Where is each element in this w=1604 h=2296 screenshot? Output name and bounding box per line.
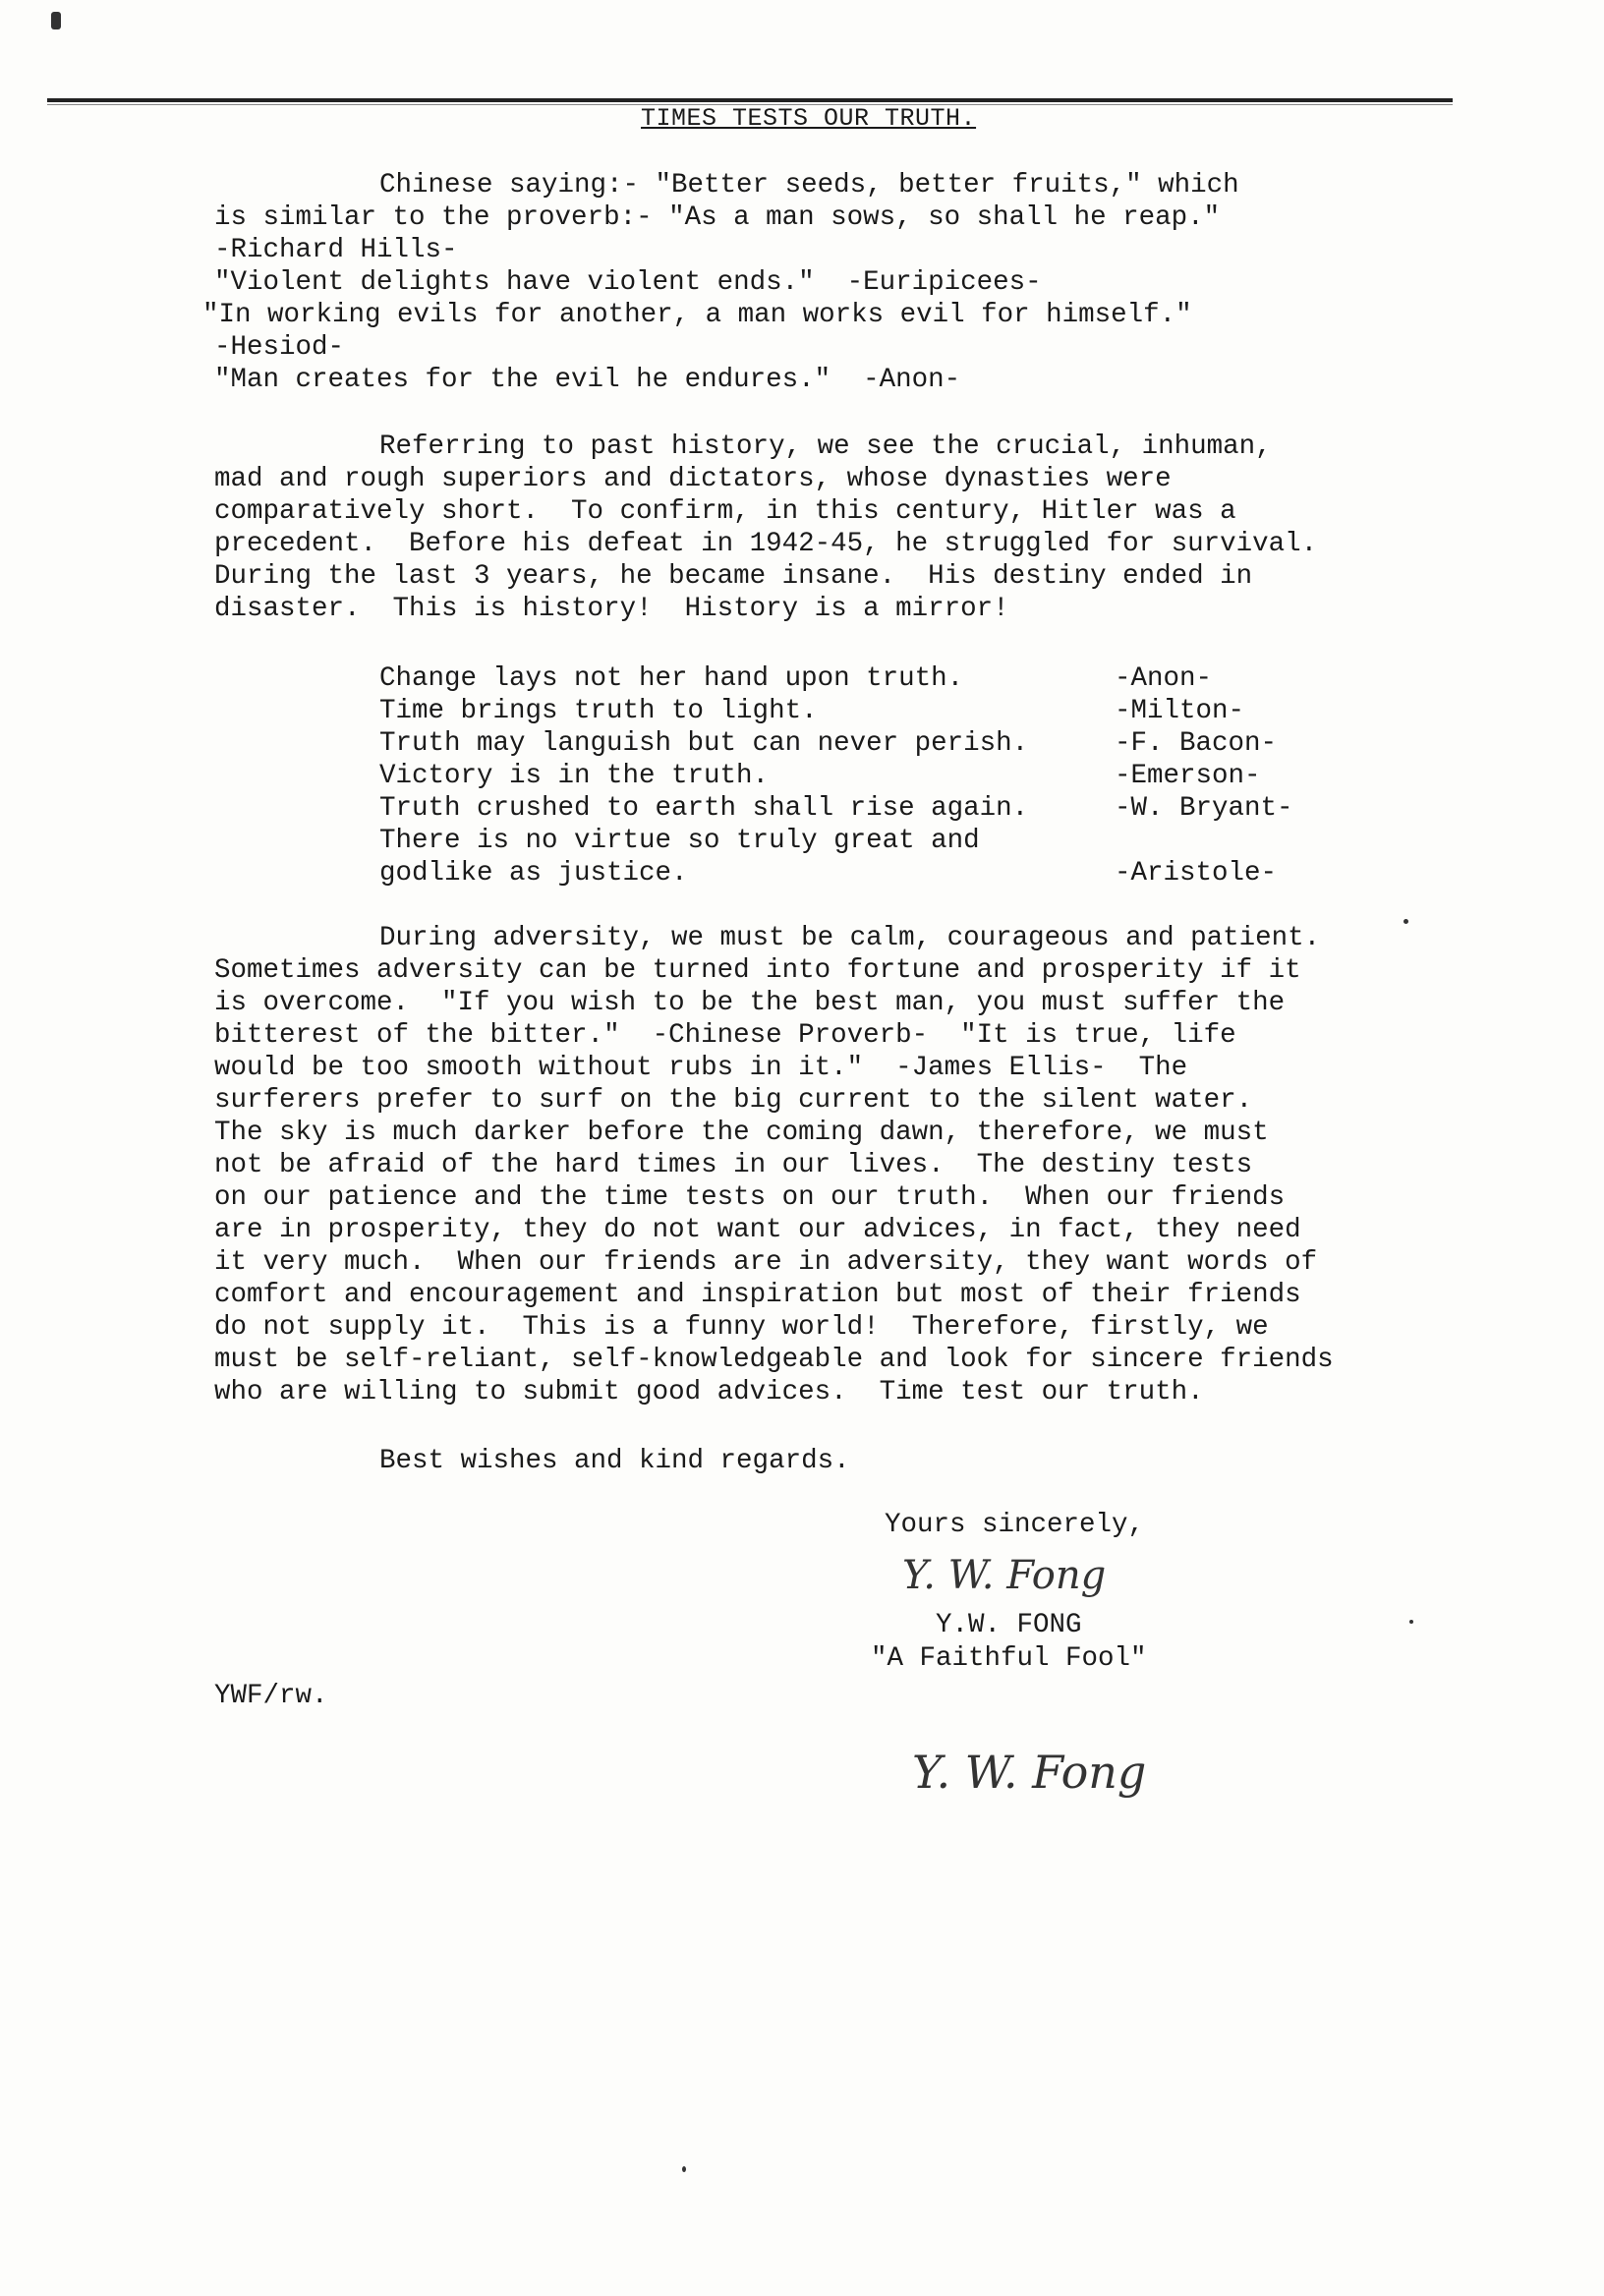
opening-line: "In working evils for another, a man works evil for himself." [202,300,1192,330]
quote-text: godlike as justice. [379,858,688,889]
quote-author: -Emerson- [1115,761,1261,791]
quote-text: Time brings truth to light. [379,696,818,726]
history-line: During the last 3 years, he became insane. His destiny ended in [214,561,1253,592]
adversity-line: The sky is much darker before the coming dawn, therefore, we must [214,1118,1269,1148]
adversity-line: surferers prefer to surf on the big current to the silent water. [214,1085,1253,1116]
adversity-line: on our patience and the time tests on our truth. When our friends [214,1182,1286,1213]
top-rule [47,98,1453,102]
adversity-line: would be too smooth without rubs in it." -James Ellis- The [214,1053,1188,1083]
quote-author: -Aristole- [1115,858,1278,889]
handwritten-signature: Y. W. Fong [902,1553,1107,1598]
closing-line: Best wishes and kind regards. [379,1446,850,1476]
opening-line: "Man creates for the evil he endures." -Anon- [214,365,961,395]
quote-text: Change lays not her hand upon truth. [379,663,964,694]
scan-speck [1404,919,1408,924]
scan-mark [51,12,61,29]
adversity-line: it very much. When our friends are in adversity, they want words of [214,1247,1318,1278]
second-handwritten-signature: Y. W. Fong [912,1746,1147,1799]
history-line: precedent. Before his defeat in 1942-45, he struggled for survival. [214,529,1318,559]
scan-speck [682,2166,686,2172]
opening-line: -Hesiod- [214,332,345,363]
signer-title: "A Faithful Fool" [871,1643,1147,1674]
quote-author: -Anon- [1115,663,1213,694]
history-line: Referring to past history, we see the crucial, inhuman, [379,431,1272,462]
adversity-line: Sometimes adversity can be turned into fortune and prosperity if it [214,955,1301,986]
adversity-line: must be self-reliant, self-knowledgeable and look for sincere friends [214,1345,1334,1375]
opening-line: -Richard Hills- [214,235,458,265]
quote-text: Truth may languish but can never perish. [379,728,1029,759]
quote-author: -Milton- [1115,696,1245,726]
adversity-line: who are willing to submit good advices. Time test our truth. [214,1377,1204,1407]
quote-text: Victory is in the truth. [379,761,770,791]
quote-text: Truth crushed to earth shall rise again. [379,793,1029,824]
adversity-line: is overcome. "If you wish to be the best man, you must suffer the [214,988,1286,1018]
scan-speck [1409,1620,1413,1624]
history-line: disaster. This is history! History is a mirror! [214,594,1009,624]
opening-line: is similar to the proverb:- "As a man sows, so shall he reap." [214,202,1221,233]
opening-line: Chinese saying:- "Better seeds, better fruits," which [379,170,1239,201]
adversity-line: bitterest of the bitter." -Chinese Proverb- "It is true, life [214,1020,1236,1051]
opening-line: "Violent delights have violent ends." -Euripicees- [214,267,1042,298]
quote-author: -F. Bacon- [1115,728,1278,759]
history-line: mad and rough superiors and dictators, whose dynasties were [214,464,1172,494]
adversity-line: do not supply it. This is a funny world! Therefore, firstly, we [214,1312,1269,1343]
history-line: comparatively short. To confirm, in this century, Hitler was a [214,496,1236,527]
adversity-line: comfort and encouragement and inspiration but most of their friends [214,1280,1301,1310]
adversity-line: During adversity, we must be calm, courageous and patient. [379,923,1321,953]
signer-name: Y.W. FONG [936,1610,1082,1640]
adversity-line: are in prosperity, they do not want our advices, in fact, they need [214,1215,1301,1245]
valediction: Yours sincerely, [885,1510,1145,1540]
reference-initials: YWF/rw. [214,1681,328,1711]
document-title: TIMES TESTS OUR TRUTH. [641,104,977,133]
adversity-line: not be afraid of the hard times in our lives. The destiny tests [214,1150,1253,1180]
quote-text: There is no virtue so truly great and [379,826,980,856]
quote-author: -W. Bryant- [1115,793,1293,824]
